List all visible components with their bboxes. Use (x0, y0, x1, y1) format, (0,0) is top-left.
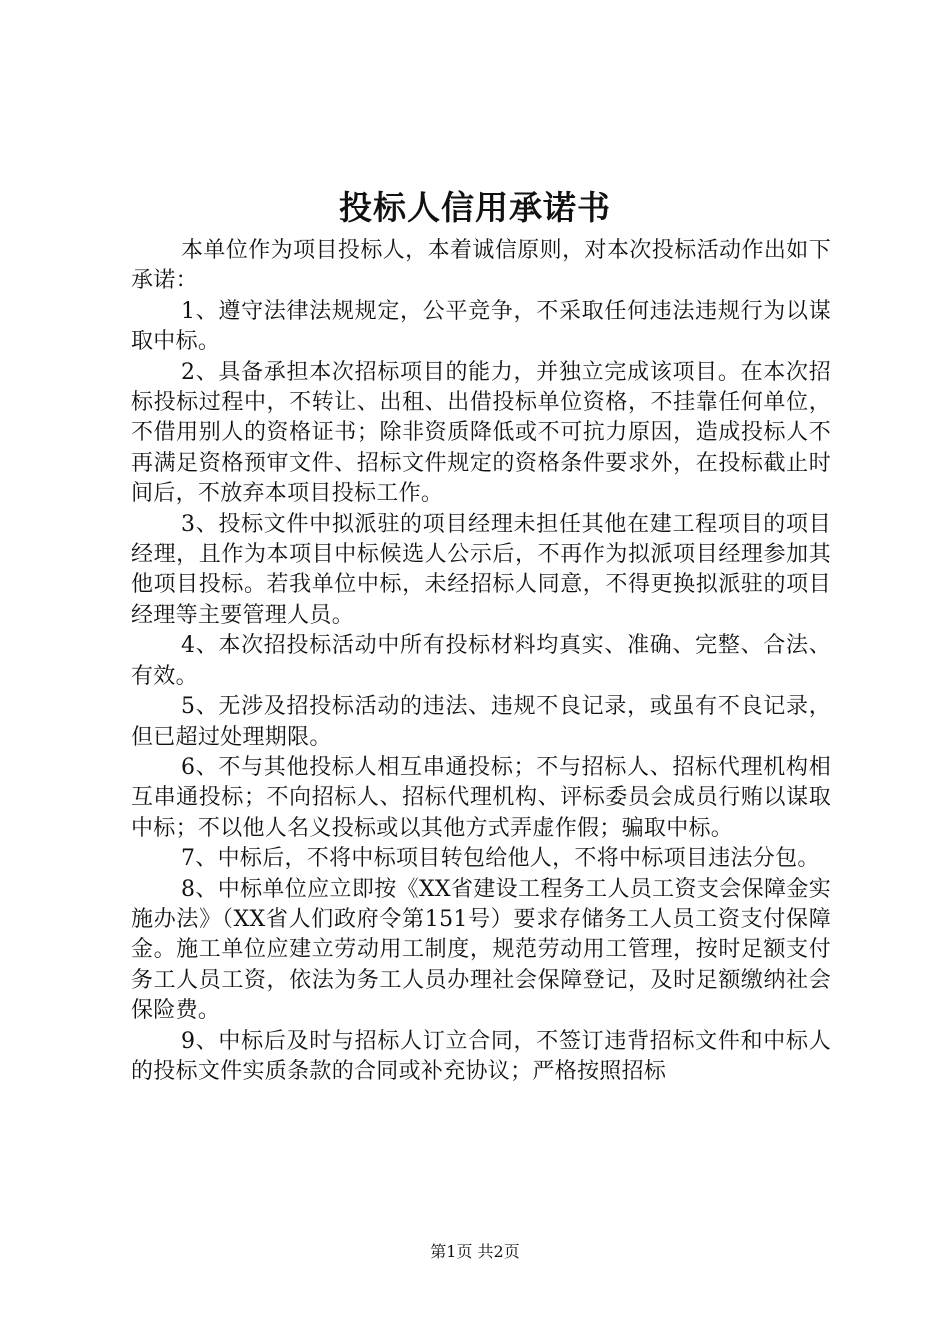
commitment-item-6: 6、不与其他投标人相互串通投标；不与招标人、招标代理机构相互串通投标；不向招标人、招标代理机构、评标委员会成员行贿以谋取中标；不以他人名义投标或以其他方式弄虚作假；骗取中标。 (131, 754, 831, 841)
page-number-footer: 第1页 共2页 (430, 1242, 520, 1261)
commitment-item-4: 4、本次招投标活动中所有投标材料均真实、准确、完整、合法、有效。 (131, 633, 831, 689)
commitment-item-5: 5、无涉及招投标活动的违法、违规不良记录，或虽有不良记录，但已超过处理期限。 (131, 694, 831, 750)
document-title: 投标人信用承诺书 (339, 188, 611, 227)
commitment-item-2: 2、具备承担本次招标项目的能力，并独立完成该项目。在本次招标投标过程中，不转让、出租、出借投标单位资格，不挂靠任何单位，不借用别人的资格证书；除非资质降低或不可抗力原因，造成投标人不再满足资格预审文件、招标文件规定的资格条件要求外，在投标截止时间后，不放弃本项目投标工作。 (131, 359, 831, 507)
commitment-item-3: 3、投标文件中拟派驻的项目经理未担任其他在建工程项目的项目经理，且作为本项目中标候选人公示后，不再作为拟派项目经理参加其他项目投标。若我单位中标，未经招标人同意，不得更换拟派驻的项目经理等主要管理人员。 (131, 511, 831, 628)
document-body (131, 236, 831, 1087)
intro-paragraph: 本单位作为项目投标人，本着诚信原则，对本次投标活动作出如下承诺： (131, 238, 831, 294)
commitment-item-8: 8、中标单位应立即按《XX省建设工程务工人员工资支会保障金实施办法》（XX省人们政府令第151号）要求存储务工人员工资支付保障金。施工单位应建立劳动用工制度，规范劳动用工管理，按时足额支付务工人员工资，依法为务工人员办理社会保障登记，及时足额缴纳社会保险费。 (131, 876, 831, 1024)
commitment-item-9: 9、中标后及时与招标人订立合同，不签订违背招标文件和中标人的投标文件实质条款的合同或补充协议；严格按照招标 (131, 1028, 831, 1084)
commitment-item-7: 7、中标后，不将中标项目转包给他人，不将中标项目违法分包。 (181, 846, 820, 872)
commitment-item-1: 1、遵守法律法规规定，公平竞争，不采取任何违法违规行为以谋取中标。 (131, 298, 831, 355)
